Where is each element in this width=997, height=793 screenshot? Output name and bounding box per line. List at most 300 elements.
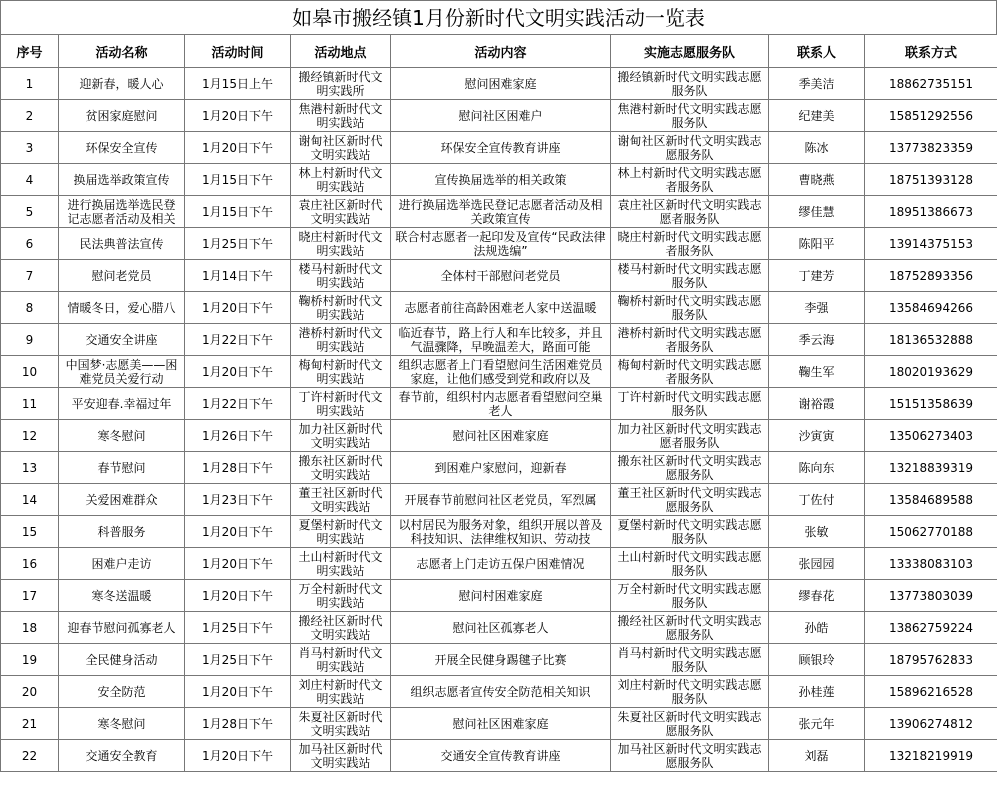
cell-phone (865, 164, 997, 196)
table-row (1, 644, 997, 676)
cell-contact (769, 676, 865, 708)
cell-phone-text: 18795762833 (889, 652, 973, 667)
cell-content-text: 开展春节前慰问社区老党员，军烈属 (404, 492, 597, 507)
cell-phone (865, 68, 997, 100)
cell-content-text: 慰问社区孤寡老人 (452, 620, 549, 635)
cell-place (291, 292, 391, 324)
cell-team (611, 580, 769, 612)
cell-phone-text: 13914375153 (889, 236, 973, 251)
cell-time-text: 1月20日下午 (202, 588, 273, 603)
table-row (1, 228, 997, 260)
cell-content-text: 进行换届选举选民登记志愿者活动及相关政策宣传 (398, 197, 603, 226)
cell-no (1, 228, 59, 260)
cell-time-text: 1月20日下午 (202, 108, 273, 123)
cell-time (185, 644, 291, 676)
cell-phone-text: 13584689588 (889, 492, 973, 507)
cell-phone (865, 708, 997, 740)
cell-team-text: 加马社区新时代文明实践志愿服务队 (617, 741, 762, 770)
cell-contact (769, 292, 865, 324)
cell-contact (769, 324, 865, 356)
cell-team-text: 搬东社区新时代文明实践志愿服务队 (617, 453, 762, 482)
cell-name-text: 进行换届选举选民登记志愿者活动及相关 (67, 197, 176, 226)
cell-place (291, 260, 391, 292)
cell-name (59, 228, 185, 260)
cell-contact (769, 612, 865, 644)
cell-no (1, 740, 59, 772)
cell-phone (865, 580, 997, 612)
cell-place (291, 580, 391, 612)
cell-no (1, 164, 59, 196)
cell-no-text: 1 (25, 76, 34, 91)
table-row (1, 324, 997, 356)
cell-place (291, 644, 391, 676)
cell-contact (769, 548, 865, 580)
cell-team (611, 260, 769, 292)
cell-phone-text: 13906274812 (889, 716, 973, 731)
cell-time (185, 548, 291, 580)
cell-content-text: 慰问社区困难家庭 (452, 428, 549, 443)
cell-no (1, 324, 59, 356)
cell-content (391, 708, 611, 740)
cell-no (1, 548, 59, 580)
cell-phone (865, 548, 997, 580)
cell-time (185, 196, 291, 228)
cell-contact (769, 388, 865, 420)
cell-phone-text: 15151358639 (889, 396, 973, 411)
cell-team-text: 搬经社区新时代文明实践志愿服务队 (617, 613, 762, 642)
cell-name-text: 换届选举政策宣传 (73, 172, 170, 187)
cell-time (185, 740, 291, 772)
table-row (1, 292, 997, 324)
cell-place (291, 548, 391, 580)
cell-phone-text: 13584694266 (889, 300, 973, 315)
cell-name (59, 484, 185, 516)
cell-team-text: 晓庄村新时代文明实践志愿者服务队 (617, 229, 762, 258)
cell-phone-text: 18751393128 (889, 172, 973, 187)
cell-phone (865, 324, 997, 356)
cell-time-text: 1月26日下午 (202, 428, 273, 443)
table-row (1, 548, 997, 580)
cell-content (391, 196, 611, 228)
cell-contact-text: 陈冰 (804, 140, 829, 155)
cell-content (391, 676, 611, 708)
cell-content (391, 548, 611, 580)
header-team: 实施志愿服务队 (611, 35, 769, 68)
cell-phone (865, 100, 997, 132)
cell-content-text: 组织志愿者上门看望慰问生活困难党员家庭，让他们感受到党和政府以及 (398, 357, 603, 386)
cell-contact-text: 季云海 (798, 332, 835, 347)
cell-no (1, 260, 59, 292)
cell-place-text: 搬东社区新时代文明实践站 (298, 453, 383, 482)
cell-time-text: 1月14日下午 (202, 268, 273, 283)
cell-phone (865, 644, 997, 676)
cell-team-text: 万全村新时代文明实践志愿服务队 (617, 581, 762, 610)
cell-place-text: 焦港村新时代文明实践站 (298, 101, 383, 130)
cell-time (185, 612, 291, 644)
cell-no (1, 388, 59, 420)
cell-team (611, 196, 769, 228)
cell-phone (865, 260, 997, 292)
cell-name (59, 196, 185, 228)
cell-time-text: 1月20日下午 (202, 300, 273, 315)
cell-name (59, 324, 185, 356)
cell-phone (865, 356, 997, 388)
cell-time (185, 708, 291, 740)
cell-name-text: 平安迎春.幸福过年 (71, 396, 172, 411)
cell-name-text: 困难户走访 (91, 556, 152, 571)
header-place: 活动地点 (291, 35, 391, 68)
header-time: 活动时间 (185, 35, 291, 68)
cell-contact (769, 708, 865, 740)
cell-contact-text: 谢裕霞 (798, 396, 835, 411)
cell-place (291, 228, 391, 260)
cell-content (391, 644, 611, 676)
cell-phone (865, 228, 997, 260)
cell-time-text: 1月20日下午 (202, 684, 273, 699)
cell-contact-text: 孙皓 (804, 620, 829, 635)
cell-content (391, 580, 611, 612)
cell-team (611, 228, 769, 260)
header-name: 活动名称 (59, 35, 185, 68)
cell-no (1, 68, 59, 100)
cell-no-text: 14 (21, 492, 38, 507)
cell-contact (769, 68, 865, 100)
cell-name-text: 迎春节慰问孤寡老人 (67, 620, 176, 635)
cell-phone-text: 15062770188 (889, 524, 973, 539)
cell-phone (865, 484, 997, 516)
cell-contact-text: 张园园 (798, 556, 835, 571)
table-row (1, 452, 997, 484)
cell-content-text: 交通安全宣传教育讲座 (440, 748, 561, 763)
cell-contact (769, 196, 865, 228)
cell-name (59, 548, 185, 580)
cell-contact-text: 张元年 (798, 716, 835, 731)
cell-phone (865, 388, 997, 420)
cell-contact-text: 张敏 (804, 524, 829, 539)
header-phone: 联系方式 (865, 35, 997, 68)
cell-contact-text: 季美洁 (798, 76, 835, 91)
cell-place (291, 132, 391, 164)
cell-place-text: 港桥村新时代文明实践站 (298, 325, 383, 354)
cell-contact-text: 李强 (804, 300, 829, 315)
table-row (1, 196, 997, 228)
cell-place-text: 楼马村新时代文明实践站 (298, 261, 383, 290)
cell-phone-text: 13773823359 (889, 140, 973, 155)
cell-place-text: 搬经镇新时代文明实践所 (298, 69, 383, 98)
cell-no (1, 196, 59, 228)
cell-team-text: 董王社区新时代文明实践志愿服务队 (617, 485, 762, 514)
cell-content-text: 慰问困难家庭 (464, 76, 537, 91)
cell-team-text: 袁庄社区新时代文明实践志愿者服务队 (617, 197, 762, 226)
cell-no-text: 12 (21, 428, 38, 443)
cell-phone (865, 676, 997, 708)
cell-team-text: 刘庄村新时代文明实践志愿服务队 (617, 677, 762, 706)
cell-contact-text: 纪建美 (798, 108, 835, 123)
cell-content (391, 292, 611, 324)
cell-content (391, 516, 611, 548)
cell-team (611, 548, 769, 580)
page-title: 如皋市搬经镇1月份新时代文明实践活动一览表 (0, 0, 997, 34)
cell-contact (769, 228, 865, 260)
cell-content-text: 临近春节，路上行人和车比较多，并且气温骤降，早晚温差大，路面可能 (398, 325, 603, 354)
cell-time-text: 1月20日下午 (202, 364, 273, 379)
cell-time (185, 356, 291, 388)
cell-time (185, 228, 291, 260)
cell-phone (865, 420, 997, 452)
cell-place (291, 100, 391, 132)
cell-content (391, 260, 611, 292)
cell-place (291, 356, 391, 388)
cell-name (59, 420, 185, 452)
cell-place-text: 万全村新时代文明实践站 (298, 581, 383, 610)
table-row (1, 580, 997, 612)
cell-time-text: 1月28日下午 (202, 460, 273, 475)
cell-phone-text: 13862759224 (889, 620, 973, 635)
cell-team (611, 676, 769, 708)
cell-contact (769, 516, 865, 548)
cell-no (1, 420, 59, 452)
cell-team (611, 452, 769, 484)
cell-name (59, 708, 185, 740)
cell-place-text: 谢甸社区新时代文明实践站 (298, 133, 383, 162)
cell-contact-text: 陈向东 (798, 460, 835, 475)
cell-time (185, 164, 291, 196)
cell-content-text: 慰问村困难家庭 (458, 588, 543, 603)
cell-time-text: 1月25日下午 (202, 236, 273, 251)
cell-contact-text: 鞠生军 (798, 364, 835, 379)
cell-team-text: 港桥村新时代文明实践志愿者服务队 (617, 325, 762, 354)
table-row (1, 100, 997, 132)
cell-name (59, 644, 185, 676)
cell-team (611, 100, 769, 132)
cell-content (391, 740, 611, 772)
cell-name-text: 交通安全讲座 (85, 332, 158, 347)
cell-time-text: 1月28日下午 (202, 716, 273, 731)
cell-name (59, 68, 185, 100)
cell-content (391, 356, 611, 388)
cell-contact (769, 100, 865, 132)
cell-content-text: 以村居民为服务对象，组织开展以普及科技知识、法律维权知识、劳动技 (398, 517, 603, 546)
cell-name-text: 寒冬慰问 (97, 716, 146, 731)
cell-no-text: 8 (25, 300, 34, 315)
cell-name-text: 民法典普法宣传 (79, 236, 164, 251)
cell-time (185, 100, 291, 132)
cell-name (59, 260, 185, 292)
cell-team (611, 484, 769, 516)
cell-time (185, 324, 291, 356)
cell-no (1, 676, 59, 708)
cell-no-text: 2 (25, 108, 34, 123)
cell-phone-text: 13506273403 (889, 428, 973, 443)
table-row (1, 740, 997, 772)
cell-content (391, 484, 611, 516)
cell-team (611, 292, 769, 324)
cell-contact-text: 缪佳慧 (798, 204, 835, 219)
cell-name (59, 292, 185, 324)
table-row (1, 164, 997, 196)
cell-content (391, 228, 611, 260)
cell-content-text: 到困难户家慰问，迎新春 (434, 460, 567, 475)
cell-no (1, 516, 59, 548)
cell-phone (865, 292, 997, 324)
cell-time-text: 1月15日下午 (202, 204, 273, 219)
cell-name (59, 388, 185, 420)
cell-time-text: 1月23日下午 (202, 492, 273, 507)
cell-contact (769, 164, 865, 196)
cell-team (611, 516, 769, 548)
cell-no-text: 7 (25, 268, 34, 283)
cell-content (391, 452, 611, 484)
cell-contact (769, 420, 865, 452)
cell-time (185, 132, 291, 164)
cell-contact-text: 刘磊 (804, 748, 829, 763)
cell-no-text: 16 (21, 556, 38, 571)
table-row (1, 708, 997, 740)
cell-content (391, 388, 611, 420)
cell-time (185, 580, 291, 612)
cell-content-text: 志愿者前往高龄困难老人家中送温暖 (404, 300, 597, 315)
cell-content (391, 100, 611, 132)
cell-content-text: 宣传换届选举的相关政策 (434, 172, 567, 187)
cell-name-text: 慰问老党员 (91, 268, 152, 283)
table-row (1, 132, 997, 164)
cell-place-text: 梅甸村新时代文明实践站 (298, 357, 383, 386)
cell-place (291, 388, 391, 420)
cell-place-text: 夏堡村新时代文明实践站 (298, 517, 383, 546)
cell-contact (769, 132, 865, 164)
cell-team-text: 朱夏社区新时代文明实践志愿服务队 (617, 709, 762, 738)
cell-no-text: 4 (25, 172, 34, 187)
table-row (1, 260, 997, 292)
cell-name-text: 交通安全教育 (85, 748, 158, 763)
cell-name (59, 132, 185, 164)
cell-content-text: 慰问社区困难家庭 (452, 716, 549, 731)
cell-content (391, 420, 611, 452)
cell-no-text: 17 (21, 588, 38, 603)
cell-phone-text: 18862735151 (889, 76, 973, 91)
cell-team-text: 丁许村新时代文明实践志愿服务队 (617, 389, 762, 418)
cell-contact-text: 曹晓燕 (798, 172, 835, 187)
cell-phone-text: 13218839319 (889, 460, 973, 475)
table-row (1, 516, 997, 548)
cell-name (59, 740, 185, 772)
cell-time-text: 1月25日下午 (202, 652, 273, 667)
cell-no-text: 6 (25, 236, 34, 251)
cell-team (611, 708, 769, 740)
cell-phone-text: 13773803039 (889, 588, 973, 603)
table-row (1, 420, 997, 452)
cell-name-text: 寒冬送温暖 (91, 588, 152, 603)
cell-no (1, 644, 59, 676)
cell-place-text: 刘庄村新时代文明实践站 (298, 677, 383, 706)
cell-content-text: 慰问社区困难户 (458, 108, 543, 123)
cell-contact (769, 644, 865, 676)
cell-phone-text: 18752893356 (889, 268, 973, 283)
cell-name-text: 迎新春，暖人心 (79, 76, 164, 91)
cell-content (391, 164, 611, 196)
cell-team-text: 土山村新时代文明实践志愿服务队 (617, 549, 762, 578)
cell-place-text: 加马社区新时代文明实践站 (298, 741, 383, 770)
cell-contact-text: 丁佐付 (798, 492, 835, 507)
cell-no-text: 3 (25, 140, 34, 155)
table-row (1, 356, 997, 388)
cell-phone-text: 13218219919 (889, 748, 973, 763)
cell-team (611, 164, 769, 196)
table-row (1, 388, 997, 420)
cell-contact (769, 260, 865, 292)
cell-phone (865, 132, 997, 164)
cell-place (291, 452, 391, 484)
cell-no (1, 132, 59, 164)
cell-name-text: 全民健身活动 (85, 652, 158, 667)
cell-time (185, 676, 291, 708)
cell-phone-text: 15851292556 (889, 108, 973, 123)
cell-phone (865, 196, 997, 228)
cell-phone-text: 15896216528 (889, 684, 973, 699)
cell-place-text: 肖马村新时代文明实践站 (298, 645, 383, 674)
cell-no (1, 100, 59, 132)
cell-place-text: 土山村新时代文明实践站 (298, 549, 383, 578)
cell-content-text: 联合村志愿者一起印发及宣传“民政法律法规选编” (395, 229, 606, 258)
cell-team (611, 740, 769, 772)
cell-no-text: 10 (21, 364, 38, 379)
cell-name-text: 关爱困难群众 (85, 492, 158, 507)
cell-content-text: 春节前，组织村内志愿者看望慰问空巢老人 (398, 389, 603, 418)
cell-content-text: 组织志愿者宣传安全防范相关知识 (410, 684, 591, 699)
cell-no (1, 356, 59, 388)
cell-name-text: 春节慰问 (97, 460, 146, 475)
cell-place (291, 164, 391, 196)
cell-team-text: 搬经镇新时代文明实践志愿服务队 (617, 69, 762, 98)
cell-no-text: 22 (21, 748, 38, 763)
cell-contact (769, 356, 865, 388)
cell-phone-text: 18020193629 (889, 364, 973, 379)
cell-team (611, 644, 769, 676)
cell-place-text: 董王社区新时代文明实践站 (298, 485, 383, 514)
cell-time-text: 1月20日下午 (202, 140, 273, 155)
cell-place-text: 袁庄社区新时代文明实践站 (298, 197, 383, 226)
cell-contact-text: 沙寅寅 (798, 428, 835, 443)
cell-no-text: 15 (21, 524, 38, 539)
table-body (1, 68, 997, 772)
cell-time (185, 260, 291, 292)
cell-name-text: 安全防范 (97, 684, 146, 699)
table-row (1, 68, 997, 100)
cell-time (185, 484, 291, 516)
cell-name (59, 516, 185, 548)
cell-place (291, 324, 391, 356)
cell-time-text: 1月22日下午 (202, 396, 273, 411)
cell-team-text: 焦港村新时代文明实践志愿服务队 (617, 101, 762, 130)
table-row (1, 676, 997, 708)
cell-team-text: 肖马村新时代文明实践志愿服务队 (617, 645, 762, 674)
cell-place (291, 196, 391, 228)
cell-contact-text: 缪春花 (798, 588, 835, 603)
cell-name-text: 环保安全宣传 (85, 140, 158, 155)
cell-team (611, 612, 769, 644)
cell-team-text: 谢甸社区新时代文明实践志愿服务队 (617, 133, 762, 162)
cell-name-text: 中国梦·志愿美——困难党员关爱行动 (65, 357, 178, 386)
cell-content (391, 132, 611, 164)
cell-team (611, 356, 769, 388)
cell-team-text: 鞠桥村新时代文明实践志愿服务队 (617, 293, 762, 322)
cell-place (291, 484, 391, 516)
cell-phone-text: 18136532888 (889, 332, 973, 347)
cell-name (59, 612, 185, 644)
cell-team (611, 68, 769, 100)
header-no: 序号 (1, 35, 59, 68)
cell-phone (865, 516, 997, 548)
